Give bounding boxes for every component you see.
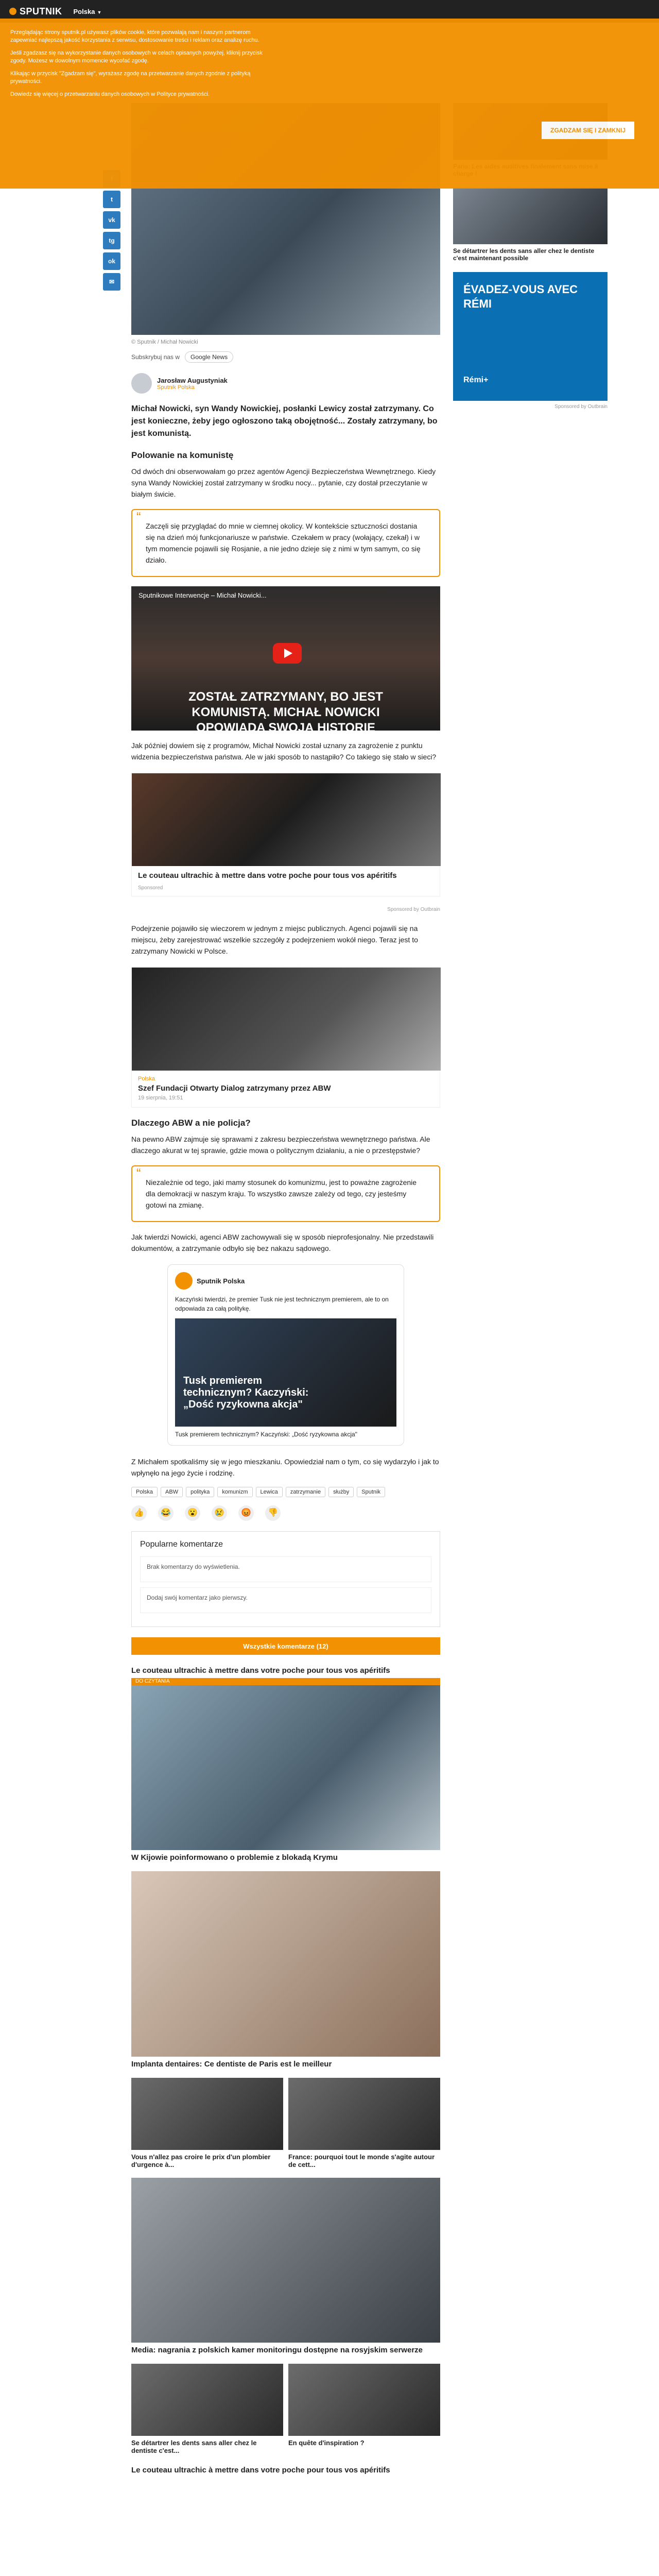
related-image xyxy=(132,968,441,1071)
logo-mark-icon xyxy=(9,8,16,15)
logo-text: SPUTNIK xyxy=(20,6,62,16)
feed-card-title[interactable]: Vous n'allez pas croire le prix d'un plombier d'urgence à... xyxy=(131,2153,271,2168)
vk-share-icon[interactable]: vk xyxy=(103,211,120,229)
author-role: Sputnik Polska xyxy=(157,384,195,391)
angry-reaction-icon[interactable]: 😡 xyxy=(238,1505,254,1521)
sidebar-title[interactable]: Se détartrer les dents sans aller chez le dentiste c'est maintenant possible xyxy=(453,247,595,262)
paragraph-5: Jak twierdzi Nowicki, agenci ABW zachowywali się w sposób nieprofesjonalny. Nie przedstawili dokumentów, a zatrzymanie odbyło się bez nakazu sądowego. xyxy=(131,1233,434,1252)
cookie-accept-button[interactable]: ZGADZAM SIĘ I ZAMKNIJ xyxy=(542,122,634,139)
related-tag[interactable]: Polska xyxy=(138,1076,155,1082)
all-comments-button[interactable]: Wszystkie komentarze (12) xyxy=(131,1637,440,1655)
like-reaction-icon[interactable]: 👍 xyxy=(131,1505,147,1521)
hero-caption: © Sputnik / Michał Nowicki xyxy=(131,339,198,345)
tweet-user[interactable]: Sputnik Polska xyxy=(197,1277,245,1285)
next-article-headline[interactable]: Le couteau ultrachic à mettre dans votre poche pour tous vos apéritifs xyxy=(131,1666,390,1675)
sidebar-ad[interactable] xyxy=(453,272,608,401)
tweet-header xyxy=(175,1272,396,1290)
tags-row xyxy=(131,1487,440,1497)
sidebar-ad-sub: Rémi+ xyxy=(463,376,489,384)
feed-grid xyxy=(131,2364,440,2454)
tag[interactable]: służby xyxy=(328,1487,354,1497)
sidebar-ad-text: ÉVADEZ-VOUS AVEC RÉMI xyxy=(463,283,578,310)
cookie-banner xyxy=(0,19,659,189)
tweet-caption[interactable]: Tusk premierem technicznym? Kaczyński: „Dość ryzykowna akcja" xyxy=(175,1431,357,1438)
feed-card-title[interactable]: Se détartrer les dents sans aller chez le dentiste c'est... xyxy=(131,2439,257,2454)
tweet-avatar xyxy=(175,1272,193,1290)
play-icon[interactable] xyxy=(273,643,302,664)
tweet-image[interactable] xyxy=(175,1318,396,1427)
share-bar xyxy=(103,170,120,294)
sidebar-image xyxy=(453,188,608,244)
section-heading-2: Dlaczego ABW a nie policja? xyxy=(131,1118,251,1128)
video-embed[interactable] xyxy=(131,586,440,735)
reactions-row xyxy=(131,1505,440,1521)
dislike-reaction-icon[interactable]: 👎 xyxy=(265,1505,281,1521)
feed-image[interactable] xyxy=(131,1871,440,2057)
feed-card-title[interactable]: France: pourquoi tout le monde s'agite autour de cett... xyxy=(288,2153,435,2168)
feed-card[interactable] xyxy=(288,2364,440,2454)
paragraph-6: Z Michałem spotkaliśmy się w jego mieszkaniu. Opowiedział nam o tym, co się wydarzyło i jak to wpłynęło na jego życie i rodzinę. xyxy=(131,1458,439,1477)
wow-reaction-icon[interactable]: 😮 xyxy=(185,1505,200,1521)
article-lead: Michał Nowicki, syn Wandy Nowickiej, posłanki Lewicy został zatrzymany. Co jest konieczne, żeby jego ogłoszono taką obojętność... Zostały zatrzymany, bo jest komunistą. xyxy=(131,404,438,438)
comments-section xyxy=(131,1531,440,1627)
author-name[interactable]: Jarosław Augustyniak xyxy=(157,376,228,384)
feed-title[interactable]: W Kijowie poinformowano o problemie z blokadą Krymu xyxy=(131,1853,338,1862)
paragraph-2: Jak później dowiem się z programów, Michał Nowicki został uznany za zagrożenie z punktu widzenia bezpieczeństwa państwa. Ale w jaki sposób to nastąpiło? Co takiego się stało w sieci? xyxy=(131,741,437,761)
paragraph-1: Od dwóch dni obserwowałam go przez agentów Agencji Bezpieczeństwa Wewnętrznego. Kiedy syna Wandy Nowickiej został zatrzymany w środku nocy... pytanie, czy dostał przeczytanie w białym świcie. xyxy=(131,467,436,498)
edition-label: Polska xyxy=(73,7,95,15)
comment-item[interactable]: Brak komentarzy do wyświetlenia. xyxy=(140,1556,431,1582)
cookie-text-3: Klikając w przycisk "Zgadzam się", wyrażasz zgodę na przetwarzanie danych zgodnie z polityką prywatności. xyxy=(10,71,251,84)
edition-selector[interactable] xyxy=(74,8,102,15)
sidebar-item[interactable] xyxy=(453,188,608,262)
ad-image xyxy=(132,773,441,866)
related-title[interactable]: Szef Fundacji Otwarty Dialog zatrzymany przez ABW xyxy=(138,1084,331,1093)
author-block xyxy=(131,373,440,394)
article-main xyxy=(131,103,440,2478)
cookie-text-2: Jeśli zgadzasz się na wykorzystanie danych osobowych w celach opisanych powyżej, kliknij przycisk zgody. Możesz w dowolnym momencie wycofać zgodę. xyxy=(10,50,263,64)
google-news-button[interactable]: Google News xyxy=(185,351,233,363)
feed-card[interactable] xyxy=(288,2078,440,2168)
feed-image[interactable] xyxy=(131,2178,440,2343)
next-article-headline[interactable]: Le couteau ultrachic à mettre dans votre poche pour tous vos apéritifs xyxy=(131,2466,390,2475)
follow-row xyxy=(131,351,440,363)
ad-card[interactable] xyxy=(131,773,440,896)
tag[interactable]: ABW xyxy=(161,1487,183,1497)
feed-card-image xyxy=(288,2078,440,2150)
telegram-share-icon[interactable]: tg xyxy=(103,232,120,249)
sputnik-logo[interactable] xyxy=(9,6,62,17)
feed-card-image xyxy=(131,2078,283,2150)
chevron-down-icon: ▼ xyxy=(97,9,102,15)
tag[interactable]: Polska xyxy=(131,1487,158,1497)
email-share-icon[interactable]: ✉ xyxy=(103,273,120,291)
twitter-share-icon[interactable]: t xyxy=(103,191,120,208)
cookie-text-4[interactable]: Dowiedz się więcej o przetwarzaniu danych osobowych w Polityce prywatności. xyxy=(10,91,210,97)
tweet-text: Kaczyński twierdzi, że premier Tusk nie jest technicznym premierem, ale to on odpowiada za całą politykę. xyxy=(175,1296,389,1312)
cookie-text-1: Przeglądając strony sputnik.pl używasz plików cookie, które pozwalają nam i naszym partnerom zapewniać najlepszą jakość korzystania z serwisu, dostosowanie treści i reklam oraz analizę ruchu. xyxy=(10,29,259,43)
ok-share-icon[interactable]: ok xyxy=(103,252,120,270)
comment-item[interactable]: Dodaj swój komentarz jako pierwszy. xyxy=(140,1587,431,1613)
comments-title: Popularne komentarze xyxy=(140,1540,223,1549)
sponsor-label[interactable]: Sponsored by Outbrain xyxy=(387,907,440,912)
sidebar-sponsor[interactable]: Sponsored by Outbrain xyxy=(554,404,608,410)
tag[interactable]: Sputnik xyxy=(357,1487,385,1497)
feed-card-title[interactable]: En quête d'inspiration ? xyxy=(288,2439,365,2447)
feed-image[interactable] xyxy=(131,1685,440,1850)
ad-title[interactable]: Le couteau ultrachic à mettre dans votre poche pour tous vos apéritifs xyxy=(138,871,397,880)
tag[interactable]: komunizm xyxy=(217,1487,252,1497)
quote-block-2: “ Niezależnie od tego, jaki mamy stosunek do komunizmu, jest to poważne zagrożenie dla demokracji w naszym kraju. To wszystko zawsze zależy od tego, czy jesteśmy gotowi na zmianę. xyxy=(131,1165,440,1222)
feed-card-image xyxy=(288,2364,440,2436)
tag[interactable]: Lewica xyxy=(256,1487,283,1497)
feed-grid xyxy=(131,2078,440,2168)
video-banner: ZOSTAŁ ZATRZYMANY, BO JEST KOMUNISTĄ. MICHAŁ NOWICKI OPOWIADA SWOJĄ HISTORIĘ xyxy=(188,690,383,735)
feed-title[interactable]: Media: nagrania z polskich kamer monitoringu dostępne na rosyjskim serwerze xyxy=(131,2346,423,2354)
ad-source: Sponsored xyxy=(138,885,163,891)
laugh-reaction-icon[interactable]: 😂 xyxy=(158,1505,174,1521)
related-article[interactable] xyxy=(131,967,440,1108)
tweet-embed[interactable] xyxy=(167,1264,404,1446)
paragraph-4: Na pewno ABW zajmuje się sprawami z zakresu bezpieczeństwa wewnętrznego państwa. Ale dlaczego akurat w tej sprawie, gdzie mowa o politycznym działaniu, a nie o przestępstwie? xyxy=(131,1135,430,1155)
tag[interactable]: polityka xyxy=(186,1487,214,1497)
sad-reaction-icon[interactable]: 😢 xyxy=(212,1505,227,1521)
paragraph-3: Podejrzenie pojawiło się wieczorem w jednym z miejsc publicznych. Agenci pojawili się na miejscu, żeby zarejestrować wszelkie szczegóły z podejrzeniem wokół niego. Teraz jest to zatrzymany Nowicki w Polsce. xyxy=(131,924,418,955)
follow-label: Subskrybuj nas w xyxy=(131,353,180,361)
feed-card[interactable] xyxy=(131,2364,283,2454)
feed-title[interactable]: Implanta dentaires: Ce dentiste de Paris est le meilleur xyxy=(131,2060,332,2069)
avatar[interactable] xyxy=(131,373,152,394)
related-date: 19 sierpnia, 19:51 xyxy=(138,1095,183,1101)
quote-block: “ Zaczęli się przyglądać do mnie w ciemnej okolicy. W kontekście sztuczności dostania się na dzień mój funkcjonariusze w państwie. Czekałem w pracy (wołający, czekał) i w tym momencie pojawili się Rosjanie, a nie jedno dzieje się z nimi w tym samym, co się działo. xyxy=(131,509,440,577)
feed-card[interactable] xyxy=(131,2078,283,2168)
next-bar: DO CZYTANIA xyxy=(131,1678,440,1685)
feed-card-image xyxy=(131,2364,283,2436)
tag[interactable]: zatrzymanie xyxy=(286,1487,325,1497)
section-heading-1: Polowanie na komunistę xyxy=(131,450,234,460)
video-title: Sputnikowe Interwencje – Michał Nowicki... xyxy=(138,591,267,599)
tweet-image-text: Tusk premierem technicznym? Kaczyński: „Dość ryzykowna akcja" xyxy=(183,1375,309,1410)
